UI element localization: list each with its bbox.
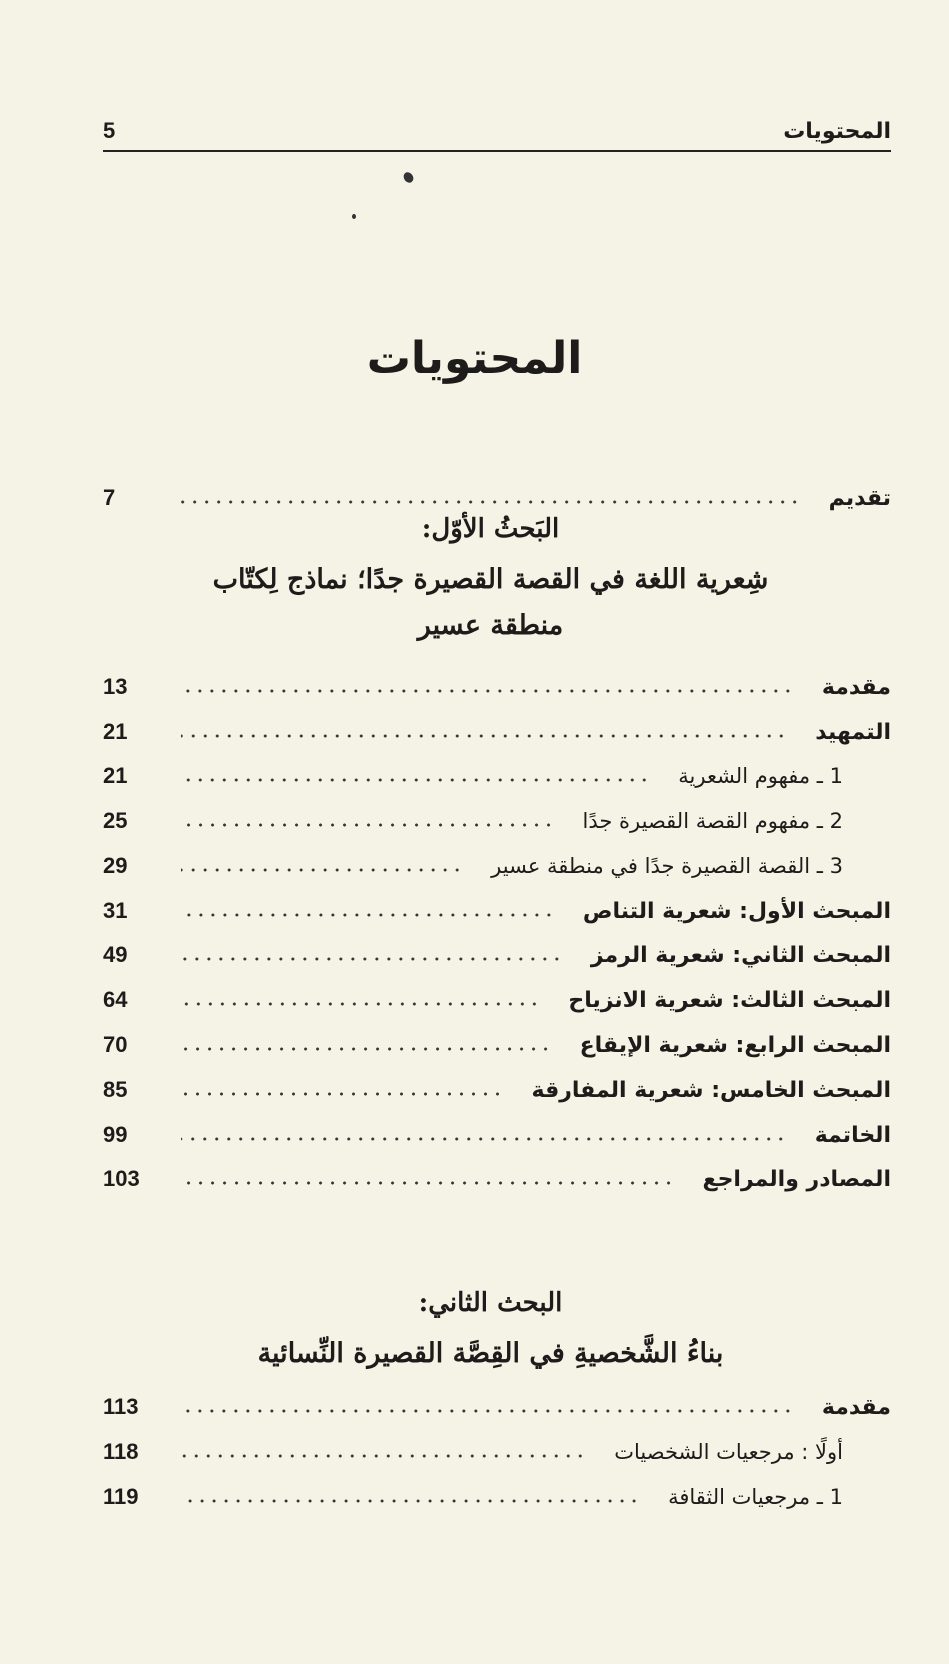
leader-dots [181, 913, 555, 917]
toc-entry-page: 49 [103, 942, 128, 967]
toc-subentry[interactable] [103, 1435, 891, 1469]
toc-entry-page: 31 [103, 898, 128, 923]
toc-entry-page: 70 [103, 1032, 128, 1057]
toc-entry-label: التمهيد [815, 719, 891, 745]
toc-entry[interactable] [103, 1073, 891, 1107]
toc-entry[interactable] [103, 715, 891, 749]
toc-entry[interactable] [103, 481, 891, 515]
leader-dots [181, 1047, 552, 1051]
leader-dots [181, 1181, 675, 1185]
toc-entry-page: 85 [103, 1077, 128, 1102]
toc-entry-page: 103 [103, 1166, 140, 1191]
toc-subentry[interactable] [103, 759, 891, 793]
toc-entry-label: مقدمة [821, 1394, 891, 1420]
toc-entry-label: تقديم [828, 485, 891, 511]
leader-dots [181, 734, 787, 738]
toc-entry-label: المصادر والمراجع [702, 1166, 891, 1192]
toc-entry-label: المبحث الثاني: شعرية الرمز [590, 942, 891, 968]
toc-entry[interactable] [103, 1118, 891, 1152]
part-two-subtitle: بناءُ الشَّخصيةِ في القِصَّة القصيرة النِّسائية [257, 1338, 724, 1369]
ink-speck [352, 214, 356, 219]
toc-entry-page: 29 [103, 853, 128, 878]
toc-entry-label: 1 ـ مرجعيات الثقافة [668, 1485, 843, 1509]
leader-dots [181, 823, 555, 827]
toc-subentry[interactable] [103, 849, 891, 883]
leader-dots [181, 1002, 540, 1006]
part-one-subtitle-line2: منطقة عسير [417, 610, 564, 641]
toc-entry-page: 25 [103, 808, 128, 833]
toc-entry-page: 99 [103, 1122, 128, 1147]
leader-dots [181, 1454, 586, 1458]
toc-entry[interactable] [103, 670, 891, 704]
toc-entry[interactable] [103, 1028, 891, 1062]
leader-dots [181, 1092, 504, 1096]
toc-entry-label: المبحث الثالث: شعرية الانزياح [568, 987, 891, 1013]
ink-speck [402, 170, 416, 184]
toc-entry-label: المبحث الرابع: شعرية الإيقاع [579, 1032, 891, 1058]
toc-entry[interactable] [103, 938, 891, 972]
toc-entry-label: الخاتمة [814, 1122, 891, 1148]
leader-dots [181, 1409, 794, 1413]
toc-entry[interactable] [103, 1162, 891, 1196]
toc-entry-label: أولًا : مرجعيات الشخصيات [614, 1440, 843, 1464]
part-one-label: البَحثُ الأوّل: [421, 514, 560, 544]
part-two-label: البحث الثاني: [418, 1288, 563, 1318]
running-header [103, 110, 891, 152]
contents-title: المحتويات [366, 333, 583, 384]
toc-subentry[interactable] [103, 1480, 891, 1514]
leader-dots [181, 868, 463, 872]
toc-entry-page: 21 [103, 719, 128, 744]
part-one-subtitle-line1: شِعرية اللغة في القصة القصيرة جدًا؛ نماذج لِكتّاب [212, 564, 769, 595]
toc-entry-page: 119 [103, 1484, 139, 1509]
toc-entry-label: المبحث الأول: شعرية التناص [582, 898, 891, 924]
leader-dots [181, 1137, 787, 1141]
toc-subentry[interactable] [103, 804, 891, 838]
leader-dots [181, 500, 801, 504]
leader-dots [181, 778, 650, 782]
toc-entry-label: 2 ـ مفهوم القصة القصيرة جدًا [582, 809, 843, 833]
page-number: 5 [103, 118, 116, 143]
leader-dots [181, 1499, 640, 1503]
toc-entry-label: المبحث الخامس: شعرية المفارقة [531, 1077, 891, 1103]
leader-dots [181, 689, 794, 693]
toc-entry[interactable] [103, 1390, 891, 1424]
toc-entry[interactable] [103, 983, 891, 1017]
toc-entry[interactable] [103, 894, 891, 928]
toc-entry-label: مقدمة [821, 674, 891, 700]
toc-entry-label: 1 ـ مفهوم الشعرية [678, 764, 843, 788]
toc-entry-page: 118 [103, 1439, 139, 1464]
toc-entry-label: 3 ـ القصة القصيرة جدًا في منطقة عسير [491, 854, 843, 878]
toc-entry-page: 64 [103, 987, 128, 1012]
running-header-title: المحتويات [783, 119, 891, 144]
toc-entry-page: 7 [103, 485, 116, 510]
toc-entry-page: 113 [103, 1394, 139, 1419]
toc-entry-page: 21 [103, 763, 128, 788]
leader-dots [181, 957, 563, 961]
toc-entry-page: 13 [103, 674, 128, 699]
